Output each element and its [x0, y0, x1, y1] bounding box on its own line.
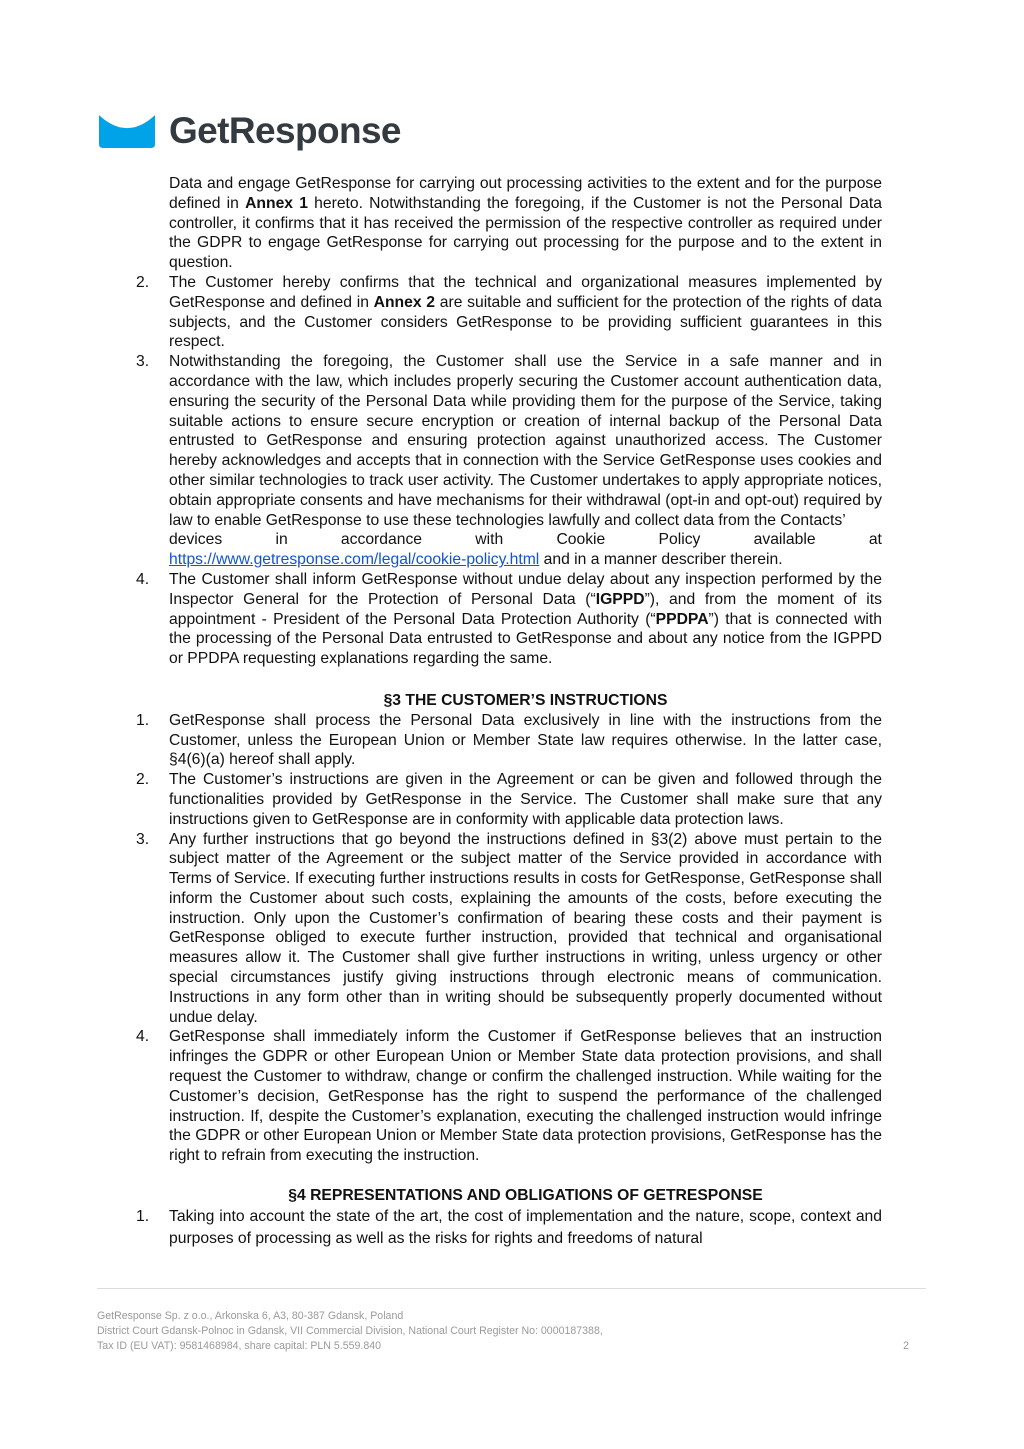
- section-3-heading: §3 THE CUSTOMER’S INSTRUCTIONS: [383, 691, 668, 709]
- getresponse-logo: [97, 108, 401, 152]
- item-number: 3.: [136, 353, 150, 371]
- item-text: The Customer hereby confirms that the technical and organizational measures implemented by GetResponse and defined in: [169, 273, 882, 311]
- logo-wordmark: GetResponse: [169, 109, 401, 151]
- list-item: [136, 1206, 882, 1251]
- list-item: [136, 352, 882, 570]
- item-number: 1.: [136, 1207, 150, 1225]
- word: at: [868, 531, 882, 549]
- spacer: [136, 1166, 882, 1186]
- item-number: 3.: [136, 830, 150, 848]
- section-4-list: [136, 1206, 882, 1251]
- word: devices: [169, 531, 223, 549]
- annex-2-ref: Annex 2: [373, 293, 436, 311]
- item-number: 1.: [136, 711, 150, 729]
- word: in: [275, 531, 288, 549]
- footer-last-row: [97, 1339, 909, 1354]
- item-text-cont: are suitable and sufficient for the protection of the rights of data subjects, and the Customer considers GetResponse to be providing sufficient guarantees in this respect.: [169, 293, 882, 351]
- list-item: [136, 830, 882, 1028]
- page-number: 2: [903, 1340, 909, 1353]
- item-number: 2.: [136, 771, 150, 789]
- word: accordance: [340, 531, 423, 549]
- footer-address: GetResponse Sp. z o.o., Arkonska 6, A3, 80-387 Gdansk, Poland: [97, 1310, 404, 1322]
- intro-text: Data and engage GetResponse for carrying out processing activities to the extent and for the purpose defined in: [169, 175, 882, 212]
- item-text-end: ”) that is connected with the processing of the Personal Data entrusted to GetResponse and about any notice from the IGPPD or PPDPA requesting explanations regarding the same.: [169, 610, 882, 668]
- item-text: GetResponse shall immediately inform the Customer if GetResponse believes that an instruction infringes the GDPR or other European Union or Member State data protection provisions, and shall request the Customer to withdraw, change or confirm the challenged instruction. While waiting for the Customer’s decision, GetResponse has the right to suspend the performance of the challenged instruction. If, despite the Customer’s explanation, executing the challenged instruction would infringe the GDPR or other European Union or Member State data protection provisions, GetResponse has the right to refrain from executing the instruction.: [169, 1028, 882, 1165]
- item-text-cont: ”), and from the moment of its appointment - President of the Personal Data Protection Authority (“: [169, 590, 882, 628]
- document-body: [136, 174, 882, 1251]
- igppd-term: IGPPD: [595, 590, 645, 608]
- item-text: Taking into account the state of the art, the cost of implementation and the nature, scope, context and purposes of processing as well as the risks for rights and freedoms of natural: [169, 1207, 882, 1248]
- annex-1-ref: Annex 1: [245, 194, 308, 212]
- footer-court-register: District Court Gdansk-Polnoc in Gdansk, VII Commercial Division, National Court Register No: 0000187388,: [97, 1325, 603, 1338]
- word: available: [753, 531, 816, 549]
- cookie-policy-link[interactable]: https://www.getresponse.com/legal/cookie-policy.html: [169, 551, 540, 569]
- section-3-list: [136, 711, 882, 1166]
- list-item: [136, 1027, 882, 1166]
- item-text-cont: and in a manner describer therein.: [539, 551, 783, 569]
- item-number: 4.: [136, 570, 150, 588]
- justified-line: [169, 530, 882, 550]
- item-text: The Customer shall inform GetResponse without undue delay about any inspection performed by the Inspector General for the Protection of Personal Data (“: [169, 570, 882, 608]
- word: Cookie: [556, 531, 606, 549]
- item-text: GetResponse shall process the Personal Data exclusively in line with the instructions from the Customer, unless the European Union or Member State law requires otherwise. In the latter case, §4(6)(a) hereof shall apply.: [169, 711, 882, 769]
- item-number: 2.: [136, 273, 150, 291]
- section-2-list: [136, 273, 882, 669]
- list-item: [136, 273, 882, 352]
- page-footer: [97, 1309, 909, 1355]
- item-text: The Customer’s instructions are given in the Agreement or can be given and followed through the functionalities provided by GetResponse in the Service. The Customer shall make sure that any instructions given to GetResponse are in conformity with applicable data protection laws.: [169, 771, 882, 828]
- item-text: Notwithstanding the foregoing, the Customer shall use the Service in a safe manner and in accordance with the law, which includes properly securing the Customer account authentication data, ensuring the security of the Personal Data while providing them for the purpose of the Service, taking suitable actions to ensure secure encryption or creation of internal backup of the Personal Data entrusted to GetResponse and ensuring protection against unauthorized access. The Customer hereby acknowledges and accepts that in connection with the Service GetResponse uses cookies and other similar technologies to track user activity. The Customer undertakes to apply appropriate notices, obtain appropriate consents and have mechanisms for their withdrawal (opt-in and opt-out) required by law to enable GetResponse to use these technologies lawfully and collect data from the Contacts’: [169, 353, 882, 529]
- item-text: Any further instructions that go beyond the instructions defined in §3(2) above must pertain to the subject matter of the Agreement or the subject matter of the Service provided in accordance with Terms of Service. If executing further instructions results in costs for GetResponse, GetResponse shall inform the Customer about such costs, explaining the amounts of the costs, before executing the instruction. Only upon the Customer’s confirmation of bearing these costs and their payment is GetResponse obliged to execute further instruction, provided that technical and organisational measures allow it. The Customer shall give further instructions in writing, unless urgency or other special circumstances justify giving instructions through electronic means of communication. Instructions in any form other than in writing should be subsequently properly documented without undue delay.: [169, 830, 882, 1026]
- envelope-logo-icon: [97, 110, 157, 150]
- item-number: 4.: [136, 1028, 150, 1046]
- footer-tax-id: Tax ID (EU VAT): 9581468984, share capital: PLN 5.559.840: [97, 1340, 382, 1353]
- section-4-heading: §4 REPRESENTATIONS AND OBLIGATIONS OF GETRESPONSE: [288, 1187, 763, 1205]
- intro-text-cont: hereto. Notwithstanding the foregoing, if the Customer is not the Personal Data controller, it confirms that it has received the permission of the respective controller as required under the GDPR to engage GetResponse for carrying out processing for the purpose and to the extent in question.: [169, 194, 882, 272]
- list-item: [136, 570, 882, 669]
- word: Policy: [658, 531, 701, 549]
- list-item: [136, 711, 882, 770]
- list-item: [136, 770, 882, 829]
- word: with: [475, 531, 504, 549]
- ppdpa-term: PPDPA: [655, 610, 709, 628]
- spacer: [136, 669, 882, 691]
- footer-divider: [97, 1288, 926, 1289]
- intro-paragraph: [169, 174, 882, 273]
